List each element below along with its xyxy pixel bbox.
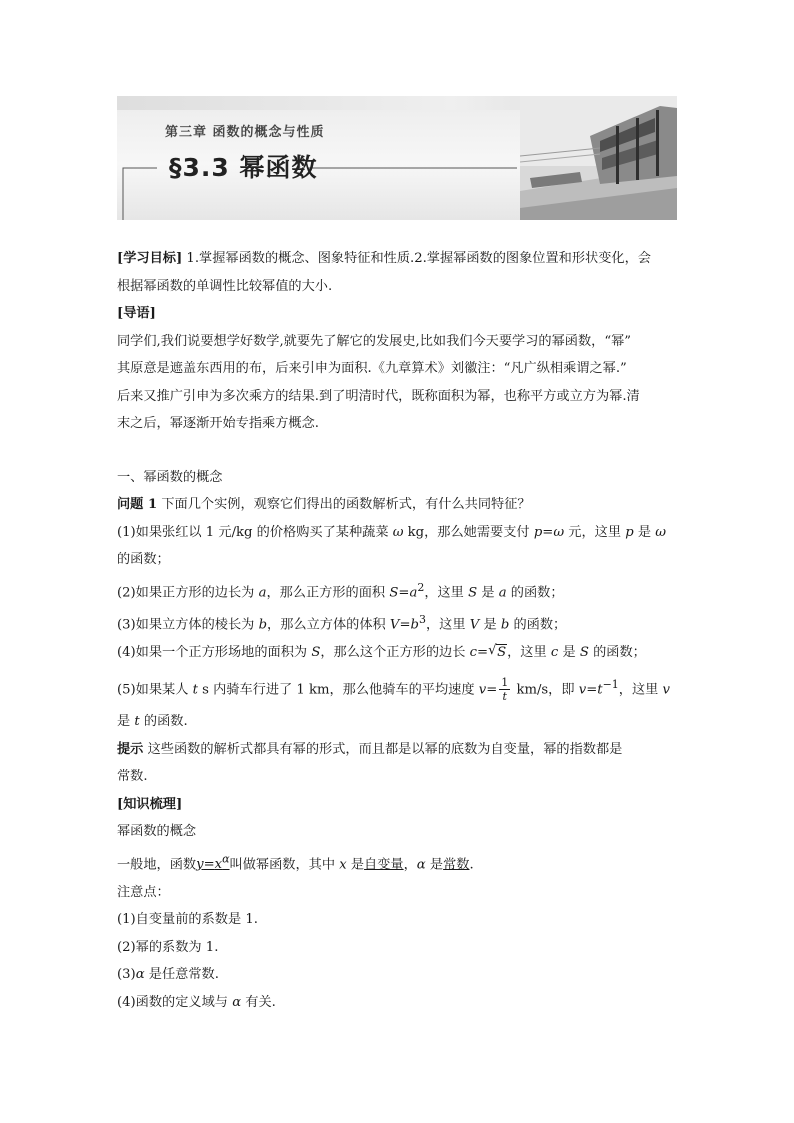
learning-goals xyxy=(117,245,677,273)
example-5-cont: 是 t 的函数. xyxy=(117,714,188,730)
note-2: (2)幂的系数为 1. xyxy=(117,939,219,955)
example-4: (4)如果一个正方形场地的面积为 S，那么这个正方形的边长 c= √ S，这里 c 是 S 的函数； xyxy=(117,639,677,667)
intro-line-4: 末之后，幂逐渐开始专指乘方概念. xyxy=(117,416,320,431)
intro-line-3: 后来又推广引申为多次乘方的结果.到了明清时代，既称面积为幂，也称平方或立方为幂.清 xyxy=(117,388,640,404)
section-heading: 一、幂函数的概念 xyxy=(117,469,223,485)
knowledge-title: 幂函数的概念 xyxy=(117,824,197,840)
hint xyxy=(117,736,677,764)
example-2: (2)如果正方形的边长为 a，那么正方形的面积 $S=a^2$，这里 S 是 a 的函数； xyxy=(117,580,564,600)
question-label: 问题 1 xyxy=(117,497,158,512)
square-root: √ S xyxy=(488,643,507,661)
example-5: (5)如果某人 t s 内骑车行进了 1 km，那么他骑车的平均速度 v= $\frac{1}{t}$ km/s，即 $v=t^{-1}$，这里 v xyxy=(117,676,670,704)
example-1: (1)如果张红以 1 元/kg 的价格购买了某种蔬菜 ω kg，那么她需要支付 p=ω 元，这里 p 是 ω xyxy=(117,524,667,540)
intro-line-1: 同学们,我们说要想学好数学,就要先了解它的发展史,比如我们今天要学习的幂函数，“幂” xyxy=(117,333,631,349)
definition: 一般地，函数$y=x^\alpha$叫做幂函数，其中 x 是自变量，α 是常数. xyxy=(117,852,474,873)
hint-label: 提示 xyxy=(117,741,144,757)
hint-cont: 常数. xyxy=(117,769,148,785)
section-title: §3.3 幂函数 xyxy=(169,153,318,182)
fraction: $\frac{1}{t}$ xyxy=(501,676,509,704)
intro-line-2: 其原意是遮盖东西用的布，后来引申为面积.《九章算术》刘徽注：“凡广纵相乘谓之幂.” xyxy=(117,361,627,376)
note-3: (3)α 是任意常数. xyxy=(117,967,219,983)
goals-text-1: 1.掌握幂函数的概念、图象特征和性质.2.掌握幂函数的图象位置和形状变化，会 xyxy=(182,251,651,266)
page-content xyxy=(117,245,677,1016)
keyword-constant: 常数 xyxy=(443,857,470,873)
note-4: (4)函数的定义域与 α 有关. xyxy=(117,994,276,1010)
chapter-banner xyxy=(117,96,677,220)
question-1 xyxy=(117,491,677,519)
definition-formula: $y=x^\alpha$ xyxy=(196,852,230,873)
example-1-cont: 的函数； xyxy=(117,552,170,567)
example-3: (3)如果立方体的棱长为 b，那么立方体的体积 $V=b^3$，这里 V 是 b 的函数； xyxy=(117,613,567,633)
notes-title: 注意点： xyxy=(117,884,170,900)
note-1: (1)自变量前的系数是 1. xyxy=(117,912,258,928)
knowledge-label: [知识梳理] xyxy=(117,796,183,812)
learning-goals-cont: 根据幂函数的单调性比较幂值的大小. xyxy=(117,278,333,294)
chapter-title: 第三章 函数的概念与性质 xyxy=(165,125,325,140)
intro-label: [导语] xyxy=(117,306,156,321)
keyword-variable: 自变量 xyxy=(364,857,404,873)
goals-label: [学习目标] xyxy=(117,251,183,266)
hint-text: 这些函数的解析式都具有幂的形式，而且都是以幂的底数为自变量，幂的指数都是 xyxy=(143,741,623,757)
question-text: 下面几个实例，观察它们得出的函数解析式，有什么共同特征？ xyxy=(157,497,531,512)
building-illustration xyxy=(520,96,677,220)
